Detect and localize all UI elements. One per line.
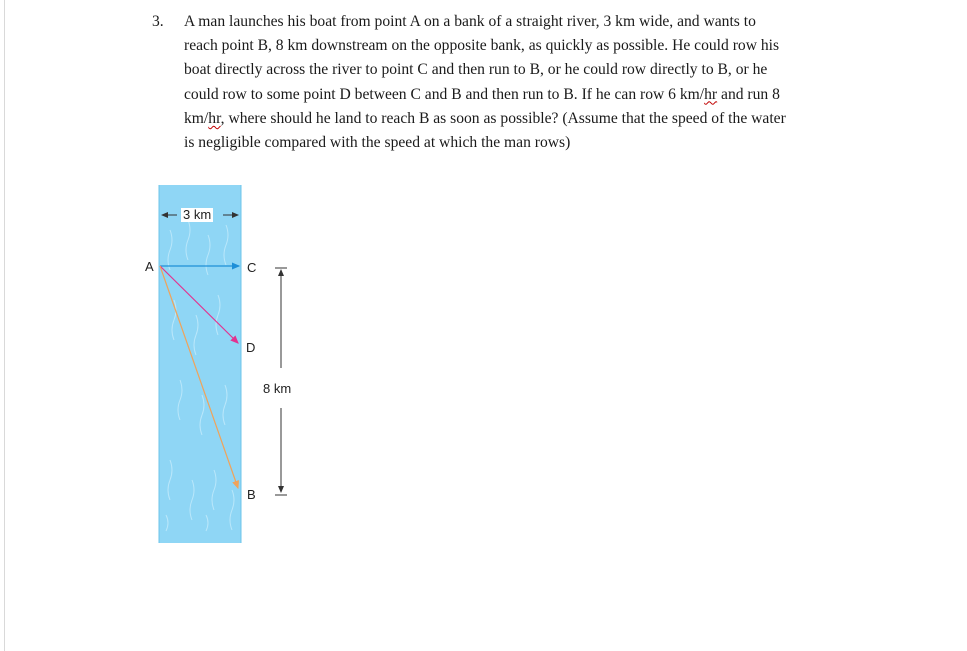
problem-line-3: boat directly across the river to point C and then run to B, or he could row directly to B, or he [184,61,768,79]
river-diagram [130,180,330,550]
point-b-label: B [247,487,256,502]
length-label: 8 km [263,381,292,396]
point-a-label: A [145,259,154,274]
spellcheck-word: hr [208,109,221,127]
problem-number: 3. [152,13,164,30]
problem-line-2: reach point B, 8 km downstream on the opposite bank, as quickly as possible. He could row his [184,37,780,55]
width-label: 3 km [183,207,212,222]
point-d-label: D [246,340,256,355]
spellcheck-word: hr [704,85,718,103]
point-c-label: C [247,260,257,275]
page-left-edge [4,0,5,651]
problem-text [184,10,914,155]
problem-line-5: km/hr, where should he land to reach B as soon as possible? (Assume that the speed of the water [184,109,786,127]
problem-line-6: is negligible compared with the speed at which the man rows) [184,133,571,151]
problem-line-1: A man launches his boat from point A on a bank of a straight river, 3 km wide, and wants to [184,13,756,30]
river-diagram-svg [130,180,330,550]
problem-line-4: could row to some point D between C and B and then run to B. If he can row 6 km/hr and run 8 [184,85,780,103]
river [159,185,241,543]
